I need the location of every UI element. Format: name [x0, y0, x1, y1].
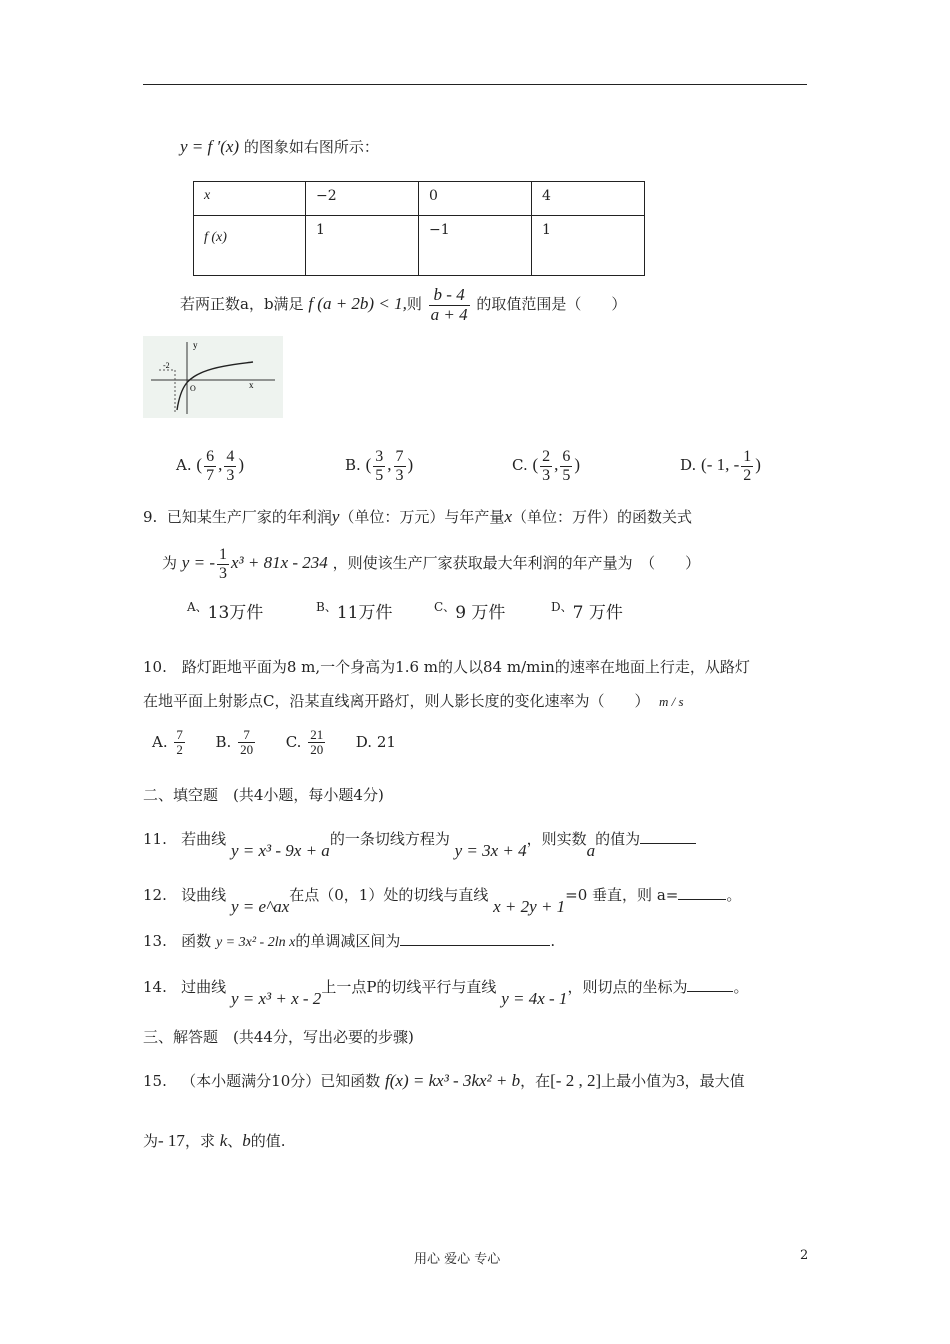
q15-number: 15. — [143, 1072, 167, 1090]
q11-answer-blank[interactable] — [640, 843, 696, 844]
question-10-line1: 10. 路灯距地平面为8 m,一个身高为1.6 m的人以84 m/min的速率在地面上行走，从路灯 — [143, 658, 750, 676]
q8-condition: f (a + 2b) < 1, — [308, 294, 407, 313]
option-label: B、 — [316, 600, 337, 614]
q10-option-c[interactable] — [285, 727, 328, 758]
q11-curve: y = x³ - 9x + a — [230, 841, 330, 860]
q15-var-k: k — [219, 1131, 228, 1150]
q9-option-a[interactable] — [187, 598, 263, 623]
question-12 — [143, 876, 741, 914]
q13-number: 13. — [143, 932, 167, 950]
frac-num: 6 — [562, 448, 571, 465]
option-value: 11万件 — [336, 603, 393, 623]
q15-text: ，求 — [184, 1132, 215, 1150]
frac-den: 3 — [395, 466, 404, 484]
q9-option-d[interactable] — [551, 598, 623, 623]
q8-option-d[interactable] — [680, 448, 761, 484]
q13-function: y = 3x² - 2ln x — [215, 935, 296, 950]
q11-line: y = 3x + 4 — [454, 841, 527, 860]
q11-text: 的一条切线方程为 — [329, 830, 450, 848]
frac-den: 5 — [562, 466, 571, 484]
q11-var: a — [586, 841, 596, 860]
graph-caption-text: 的图象如右图所示： — [243, 138, 379, 156]
table-cell: f (x) — [194, 216, 306, 276]
option-label: D. — [355, 732, 373, 751]
q12-line: x + 2y + 1 — [493, 897, 566, 916]
q12-text: =0 垂直，则 a= — [565, 886, 679, 904]
option-value: 13万件 — [207, 603, 264, 623]
q13-text: . — [550, 932, 556, 950]
q10-text: 在地平面上射影点C，沿某直线离开路灯，则人影长度的变化速率为（ ） — [143, 692, 650, 710]
frac-den: 20 — [240, 742, 254, 758]
derivative-graph — [143, 336, 283, 418]
q15-var-b: b — [242, 1131, 251, 1150]
q9-number: 9. — [143, 508, 158, 526]
q11-number: 11. — [143, 830, 167, 848]
frac-num: 1 — [218, 545, 227, 563]
q10-option-b[interactable] — [215, 727, 258, 758]
value-table — [193, 181, 645, 276]
table-cell: 4 — [532, 182, 645, 216]
q15-text: 为 — [143, 1132, 159, 1150]
q15-min: 3 — [676, 1071, 685, 1090]
q10-options — [152, 728, 396, 758]
q14-number: 14. — [143, 978, 167, 996]
q9-text: （单位：万元）与年产量 — [339, 508, 505, 526]
frac-num: 4 — [226, 448, 235, 465]
option-label: C、 — [434, 600, 456, 614]
q13-text: 函数 — [181, 932, 212, 950]
q9-eq-lhs: y = - — [181, 553, 215, 572]
option-label: C. — [512, 456, 528, 475]
option-label: D. — [680, 456, 697, 475]
table-row — [194, 216, 645, 276]
question-14 — [143, 968, 748, 1006]
q8-post: 的取值范围是（ ） — [476, 295, 627, 313]
option-label: A. — [152, 732, 168, 751]
graph-curve — [177, 362, 253, 410]
q12-text: 在点（0，1）处的切线与直线 — [289, 886, 489, 904]
q14-text: 过曲线 — [181, 978, 227, 996]
frac-den: 3 — [542, 466, 551, 484]
q15-interval: [- 2 , 2] — [550, 1071, 602, 1090]
graph-x-label: x — [249, 380, 254, 390]
q9-option-c[interactable] — [434, 598, 505, 623]
question-10-line2 — [143, 690, 684, 711]
header-rule — [143, 84, 807, 85]
q12-text: 设曲线 — [181, 886, 227, 904]
graph-y-label: y — [193, 340, 198, 350]
question-11 — [143, 820, 696, 858]
q15-text: ，在 — [520, 1072, 551, 1090]
derivative-expr: y = f ′(x) — [180, 137, 240, 156]
graph-svg — [143, 336, 283, 418]
option-label: B. — [345, 456, 361, 475]
q12-text: 。 — [726, 886, 742, 904]
q14-text: 。 — [733, 978, 749, 996]
q9-option-b[interactable] — [316, 598, 392, 623]
q9-text: （单位：万件）的函数关式 — [511, 508, 692, 526]
q8-option-a[interactable]: A. ( $\frac{6}{7}$ , $\frac{4}{3}$ ) — [176, 448, 244, 484]
option-value: 7 万件 — [572, 603, 623, 623]
q13-answer-blank[interactable] — [400, 945, 550, 946]
q8-frac-den: a + 4 — [430, 304, 468, 324]
option-label: C. — [285, 732, 302, 751]
frac-den: 3 — [226, 466, 235, 484]
question-15-line2 — [143, 1130, 286, 1151]
q14-line: y = 4x - 1 — [501, 989, 568, 1008]
table-cell: −1 — [419, 216, 532, 276]
q13-text: 的单调减区间为 — [295, 932, 401, 950]
frac-num: 1 — [743, 448, 752, 465]
frac-den: 2 — [743, 466, 752, 484]
frac-num: 7 — [395, 448, 404, 465]
q15-separator: 、 — [227, 1132, 243, 1150]
q11-text: 的值为 — [595, 830, 641, 848]
q15-text: 的值. — [250, 1132, 286, 1150]
q8-pre: 若两正数a，b满足 — [180, 295, 304, 313]
q12-number: 12. — [143, 886, 167, 904]
option-label: B. — [215, 732, 232, 751]
question-8 — [180, 280, 626, 328]
frac-num: 6 — [206, 448, 215, 465]
option-d-lead: (- 1, - — [701, 455, 740, 475]
frac-den: 20 — [310, 742, 324, 758]
q12-answer-blank[interactable] — [678, 899, 726, 900]
frac-num: 3 — [375, 448, 384, 465]
graph-origin: O — [190, 384, 196, 393]
q9-text: 已知某生产厂家的年利润 — [166, 508, 332, 526]
q8-then: 则 — [406, 295, 422, 313]
option-label: A. — [176, 456, 192, 475]
q9-eq-rhs: x³ + 81x - 234 — [230, 553, 328, 572]
q8-fraction — [429, 286, 470, 324]
q14-curve: y = x³ + x - 2 — [230, 989, 322, 1008]
footer-slogan: 用心 爱心 专心 — [414, 1252, 501, 1267]
table-cell: 1 — [306, 216, 419, 276]
q8-option-b[interactable]: B. ( $\frac{3}{5}$ , $\frac{7}{3}$ ) — [345, 448, 414, 484]
frac-num: 21 — [310, 727, 324, 742]
q14-text: 上一点P的切线平行与直线 — [321, 978, 497, 996]
graph-caption — [180, 136, 379, 157]
frac-num: 7 — [176, 727, 183, 742]
q12-curve: y = e^ax — [230, 897, 290, 916]
q11-text: ，则实数 — [526, 830, 587, 848]
page-number: 2 — [800, 1248, 809, 1263]
frac-den: 5 — [375, 466, 384, 484]
q8-frac-num: b - 4 — [429, 286, 470, 306]
q9-text: ，则使该生产厂家获取最大年利润的年产量为 （ ） — [332, 554, 701, 572]
option-value: 21 — [376, 732, 396, 751]
graph-tick: -2 — [163, 361, 170, 370]
table-cell: −2 — [306, 182, 419, 216]
option-label: A、 — [187, 600, 208, 614]
table-cell: x — [194, 182, 306, 216]
section-3-heading: 三、解答题 (共44分，写出必要的步骤) — [143, 1028, 414, 1046]
frac-den: 7 — [206, 466, 215, 484]
q9-var-y: y — [331, 507, 340, 526]
q15-text: 上最小值为 — [601, 1072, 677, 1090]
q10-unit: m / s — [659, 694, 684, 709]
table-cell: 1 — [532, 216, 645, 276]
question-9-line2 — [162, 540, 700, 586]
option-d-tail: ) — [755, 455, 761, 475]
q10-option-d[interactable] — [356, 733, 396, 751]
q9-var-x: x — [504, 507, 512, 526]
table-cell: 0 — [419, 182, 532, 216]
question-9-line1 — [143, 506, 692, 527]
frac-den: 2 — [176, 742, 183, 758]
q15-function: f(x) = kx³ - 3kx² + b — [385, 1071, 521, 1090]
q15-text: ，最大值 — [684, 1072, 745, 1090]
q15-max: - 17 — [158, 1131, 185, 1150]
question-13 — [143, 930, 555, 951]
option-value: 9 万件 — [455, 603, 506, 623]
frac-num: 2 — [542, 448, 551, 465]
q9-text: 为 — [162, 554, 178, 572]
frac-den: 3 — [218, 564, 227, 582]
q10-option-a[interactable] — [152, 727, 187, 758]
q14-answer-blank[interactable] — [687, 991, 733, 992]
question-15-line1 — [143, 1062, 745, 1100]
q14-text: ，则切点的坐标为 — [567, 978, 688, 996]
option-label: D、 — [551, 600, 573, 614]
table-row — [194, 182, 645, 216]
frac-num: 7 — [238, 728, 255, 743]
q15-text: （本小题满分10分）已知函数 — [181, 1072, 381, 1090]
section-2-heading: 二、填空题 (共4小题，每小题4分) — [143, 786, 384, 804]
q8-option-c[interactable]: C. ( $\frac{2}{3}$ , $\frac{6}{5}$ ) — [512, 448, 581, 484]
q11-text: 若曲线 — [181, 830, 227, 848]
